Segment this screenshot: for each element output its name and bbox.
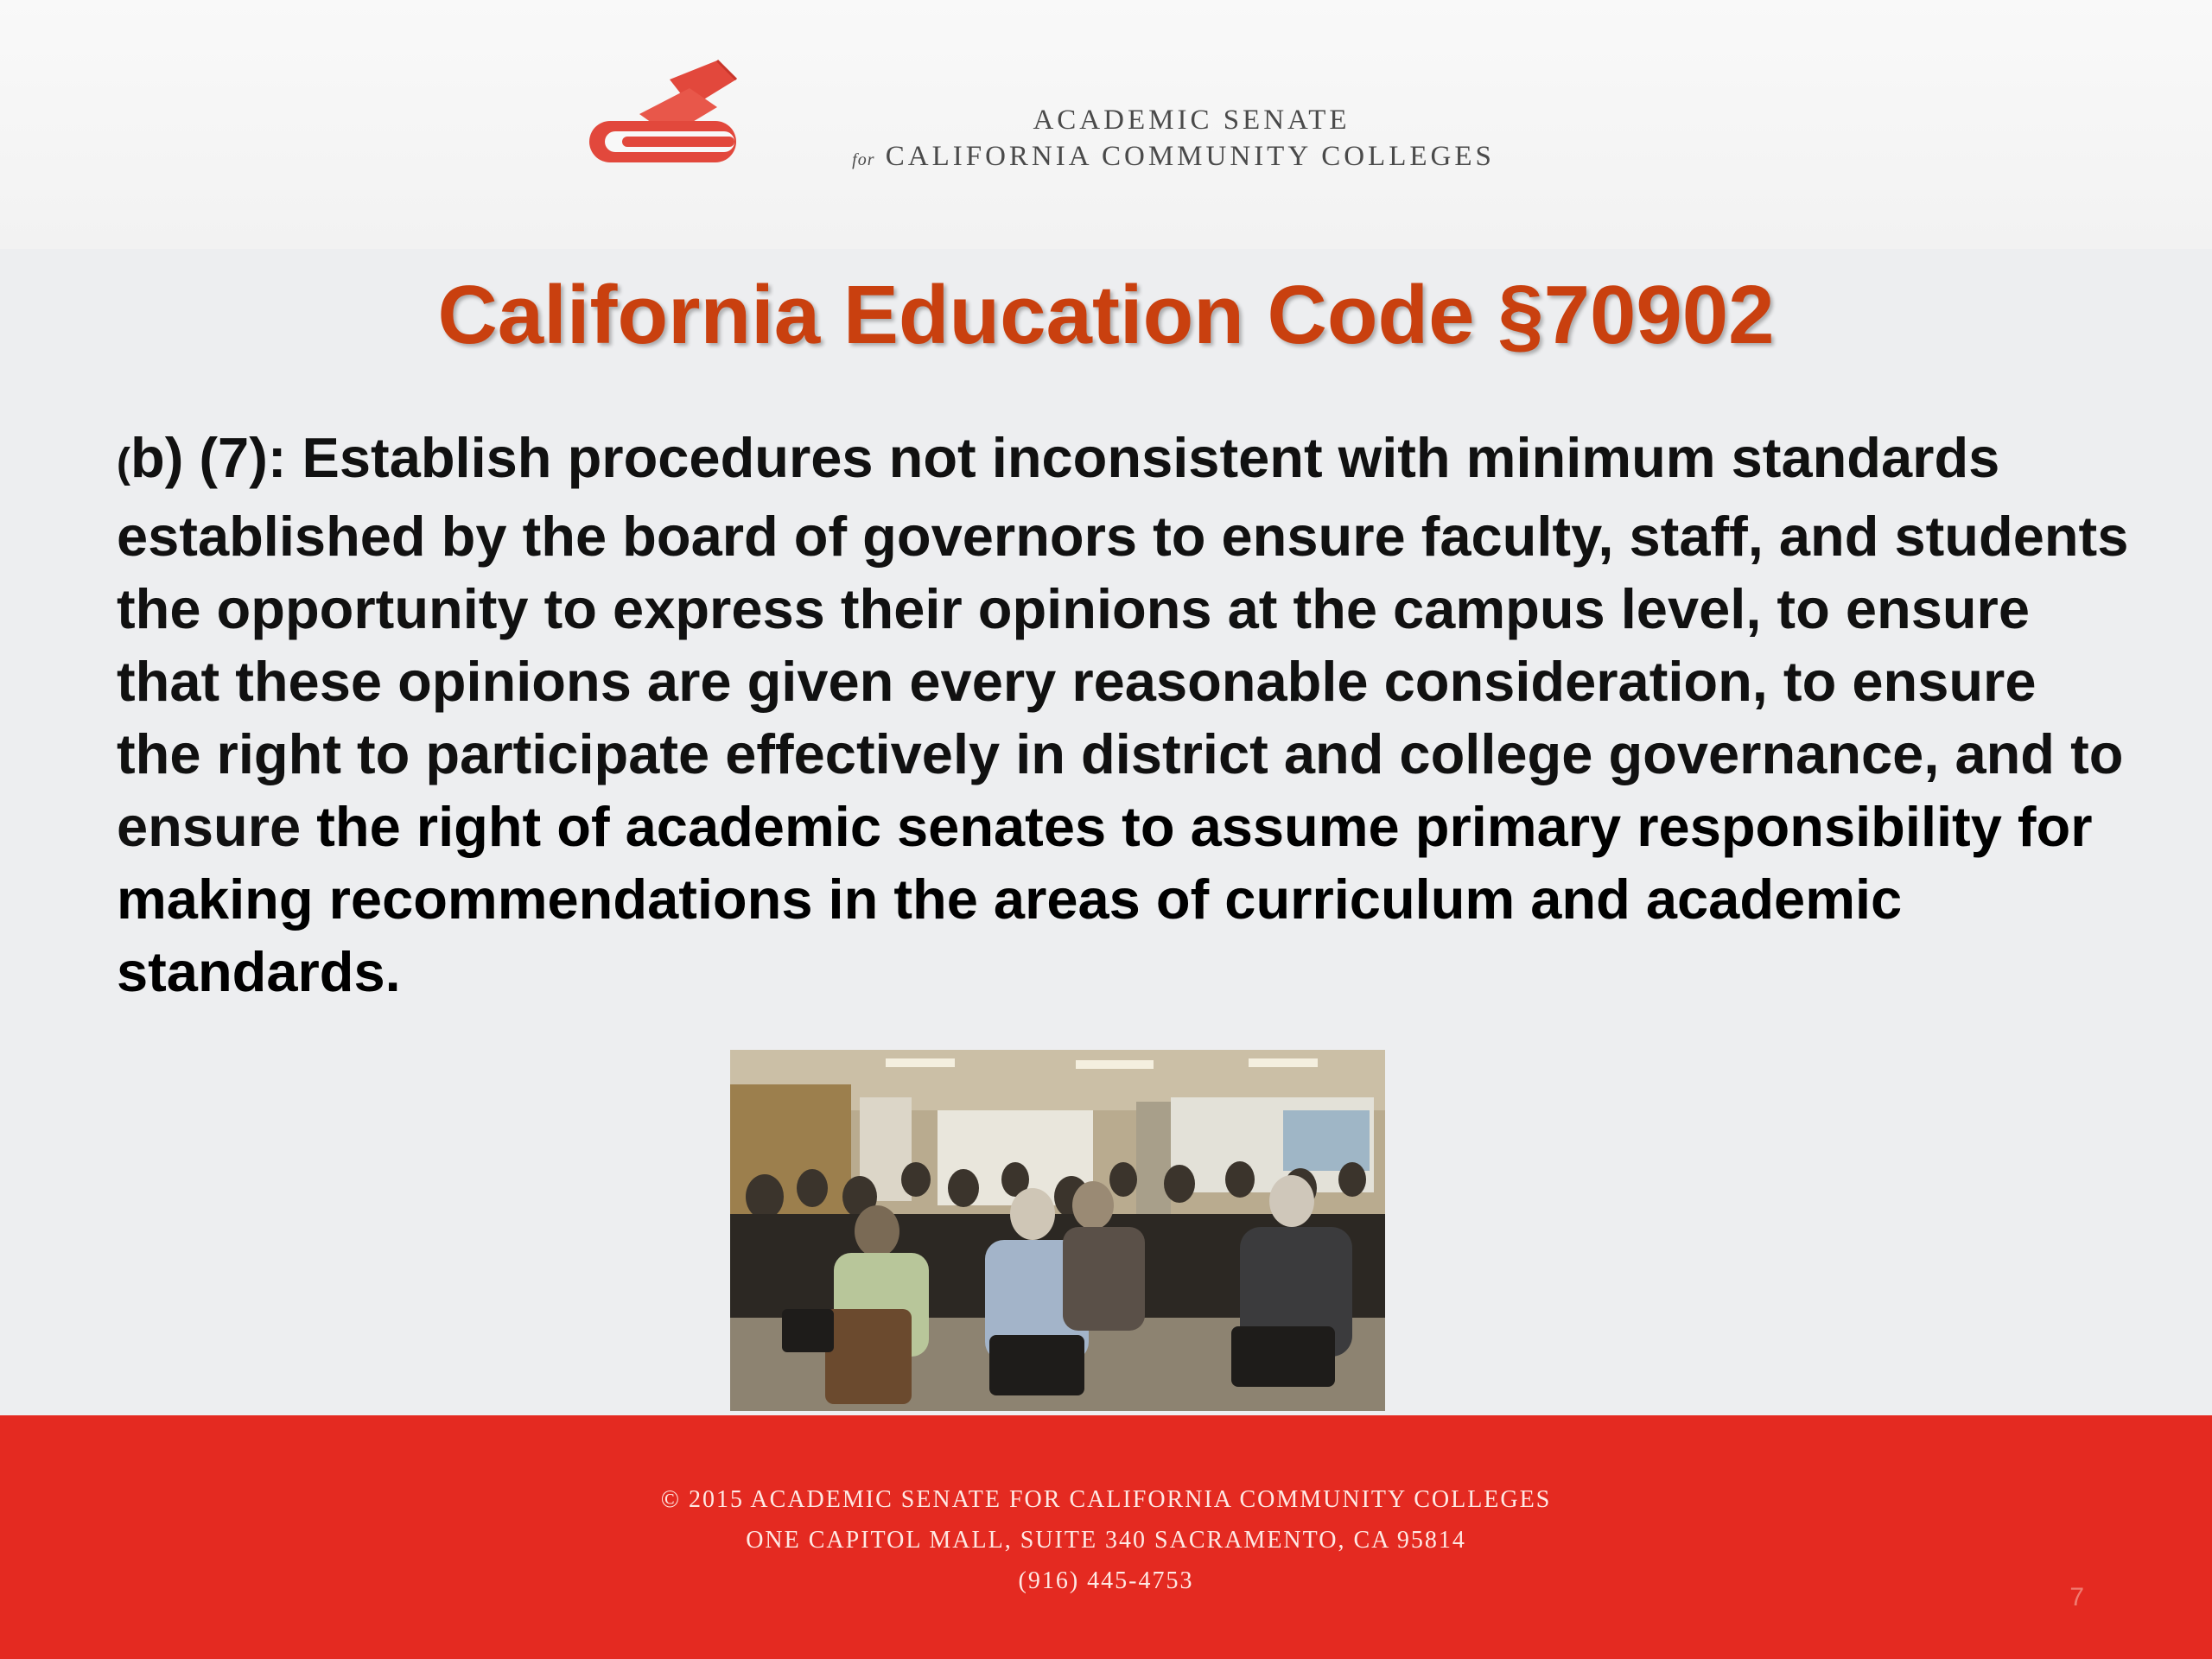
footer-copyright: © 2015 ACADEMIC SENATE FOR CALIFORNIA COMMUNITY COLLEGES [660, 1486, 1552, 1513]
body-regular-text: b) (7): Establish procedures not inconsistent with minimum standards established by the board of governors to ensure faculty, staff, and students the opportunity to express their opinions at the campus level, to ensure that these opinions are given every reasonable consideration, to ensure the right to participate effectively in district and college governance, and to ensure [117, 426, 2129, 858]
org-name-line1: ACADEMIC SENATE [1033, 105, 1351, 136]
page-number: 7 [2069, 1583, 2084, 1611]
slide-body-text [117, 422, 2130, 1008]
footer-contact-info [0, 1479, 2212, 1601]
organization-name [828, 102, 1519, 178]
meeting-photo [730, 1050, 1385, 1411]
body-emphasis-text: the right of academic senates to assume primary responsibility for making recommendations in the areas of curriculum and academic standards. [117, 795, 2093, 1003]
org-name-line2-text: CALIFORNIA COMMUNITY COLLEGES [885, 141, 1495, 172]
footer-phone: (916) 445-4753 [1018, 1567, 1194, 1594]
org-name-line2 [828, 138, 1519, 178]
slide-title: California Education Code §70902 [437, 269, 1775, 361]
book-logo-icon [588, 54, 743, 170]
slide-header [0, 0, 2212, 251]
meeting-photo-image [730, 1050, 1385, 1411]
body-open-paren: ( [117, 441, 130, 486]
org-for-word: for [852, 150, 875, 169]
footer-address: ONE CAPITOL MALL, SUITE 340 SACRAMENTO, CA 95814 [746, 1527, 1466, 1554]
